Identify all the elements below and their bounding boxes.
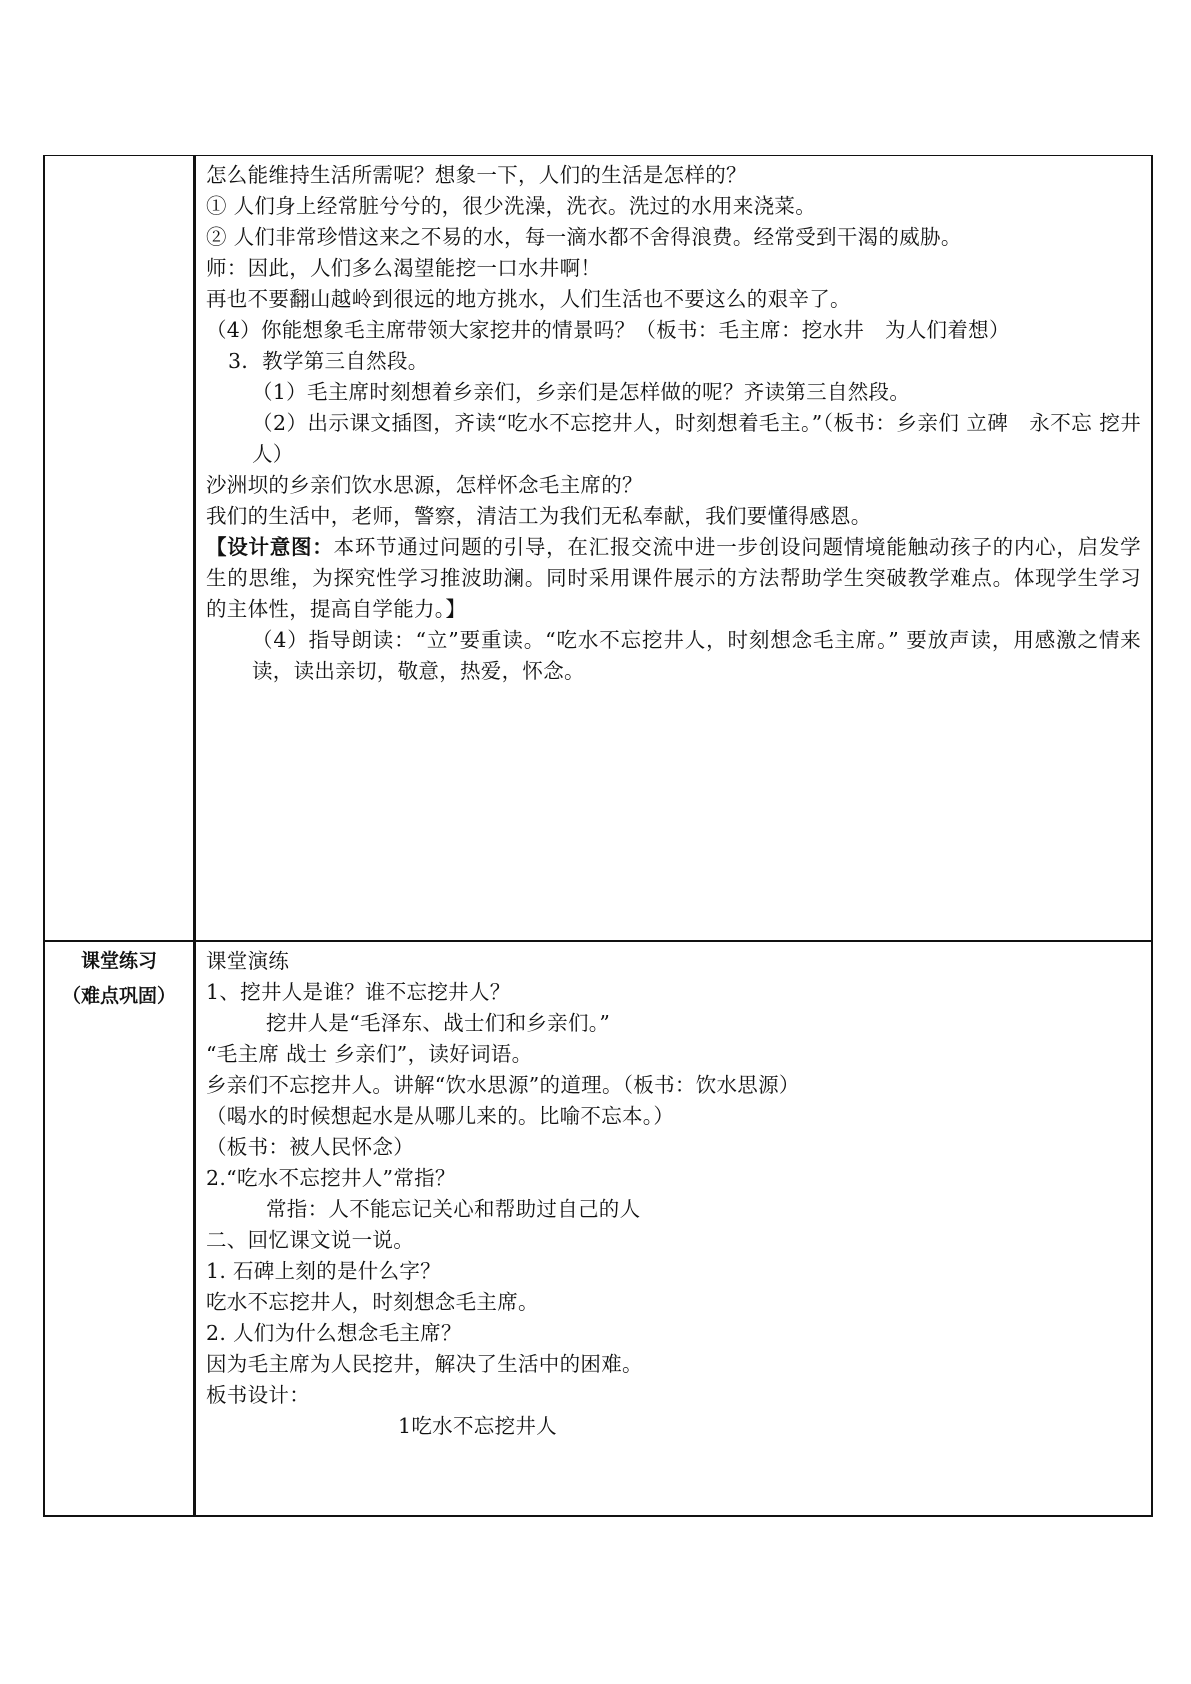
content-line: 再也不要翻山越岭到很远的地方挑水，人们生活也不要这么的艰辛了。: [206, 287, 851, 311]
teaching-process-row: [44, 156, 1152, 942]
content-line: 挖井人是“毛泽东、战士们和乡亲们。”: [266, 1011, 611, 1035]
content-line: 1、挖井人是谁？谁不忘挖井人？: [206, 980, 511, 1004]
design-intent-label: 【设计意图：: [206, 535, 334, 559]
content-line: 2.“吃水不忘挖井人”常指？: [206, 1166, 456, 1190]
content-line: 3．教学第三自然段。: [228, 349, 429, 373]
lesson-plan-table: [43, 155, 1153, 1517]
section-sublabel: （难点巩固）: [61, 985, 176, 1007]
content-line: 课堂演练: [206, 949, 290, 973]
content-line: （1）毛主席时刻想着乡亲们，乡亲们是怎样做的呢？齐读第三自然段。: [252, 380, 911, 404]
content-line: 沙洲坝的乡亲们饮水思源，怎样怀念毛主席的？: [206, 473, 643, 497]
content-line: 常指：人不能忘记关心和帮助过自己的人: [266, 1197, 641, 1221]
content-line: （4）你能想象毛主席带领大家挖井的情景吗？（板书：毛主席：挖水井 为人们着想）: [206, 318, 1010, 342]
content-line: 因为毛主席为人民挖井，解决了生活中的困难。: [206, 1352, 643, 1376]
content-line: （板书：被人民怀念）: [206, 1135, 414, 1159]
content-line: （2）出示课文插图，齐读“吃水不忘挖井人，时刻想着毛主。”（板书：乡亲们 立碑 永不忘 挖井人）: [252, 411, 1141, 466]
classroom-practice-row: [44, 941, 1152, 1516]
teaching-process-label-cell: [44, 156, 195, 942]
design-intent-text: 本环节通过问题的引导，在汇报交流中进一步创设问题情境能触动孩子的内心，启发学生的思维，为探究性学习推波助澜。同时采用课件展示的方法帮助学生突破教学难点。体现学生学习的主体性，提高自学能力。】: [206, 535, 1141, 621]
content-line: （喝水的时候想起水是从哪儿来的。比喻不忘本。）: [206, 1104, 675, 1128]
reading-guide-paragraph: （4）指导朗读：“立”要重读。“吃水不忘挖井人，时刻想念毛主席。” 要放声读，用感激之情来读，读出亲切，敬意，热爱，怀念。: [252, 628, 1141, 683]
teaching-process-content-cell: [195, 156, 1153, 942]
content-line: 二、回忆课文说一说。: [206, 1228, 414, 1252]
section-label: 课堂练习: [80, 950, 157, 972]
content-line: ① 人们身上经常脏兮兮的，很少洗澡，洗衣。洗过的水用来浇菜。: [206, 194, 817, 218]
content-line: ② 人们非常珍惜这来之不易的水，每一滴水都不舍得浪费。经常受到干渴的威胁。: [206, 225, 962, 249]
content-line: “毛主席 战士 乡亲们”，读好词语。: [206, 1042, 533, 1066]
content-line: 我们的生活中，老师，警察，清洁工为我们无私奉献，我们要懂得感恩。: [206, 504, 872, 528]
design-intent-paragraph: [206, 532, 1141, 625]
content-line: 吃水不忘挖井人，时刻想念毛主席。: [206, 1290, 539, 1314]
classroom-practice-label-cell: [44, 941, 195, 1516]
content-line: 1. 石碑上刻的是什么字？: [206, 1259, 441, 1283]
classroom-practice-content-cell: [195, 941, 1153, 1516]
content-line: 2. 人们为什么想念毛主席？: [206, 1321, 462, 1345]
content-line: 板书设计：: [206, 1383, 310, 1407]
board-design-title: 1吃水不忘挖井人: [398, 1414, 557, 1438]
content-line: 师：因此，人们多么渴望能挖一口水井啊！: [206, 256, 602, 280]
content-line: 怎么能维持生活所需呢？想象一下，人们的生活是怎样的？: [206, 163, 747, 187]
content-line: 乡亲们不忘挖井人。讲解“饮水思源”的道理。（板书：饮水思源）: [206, 1073, 800, 1097]
